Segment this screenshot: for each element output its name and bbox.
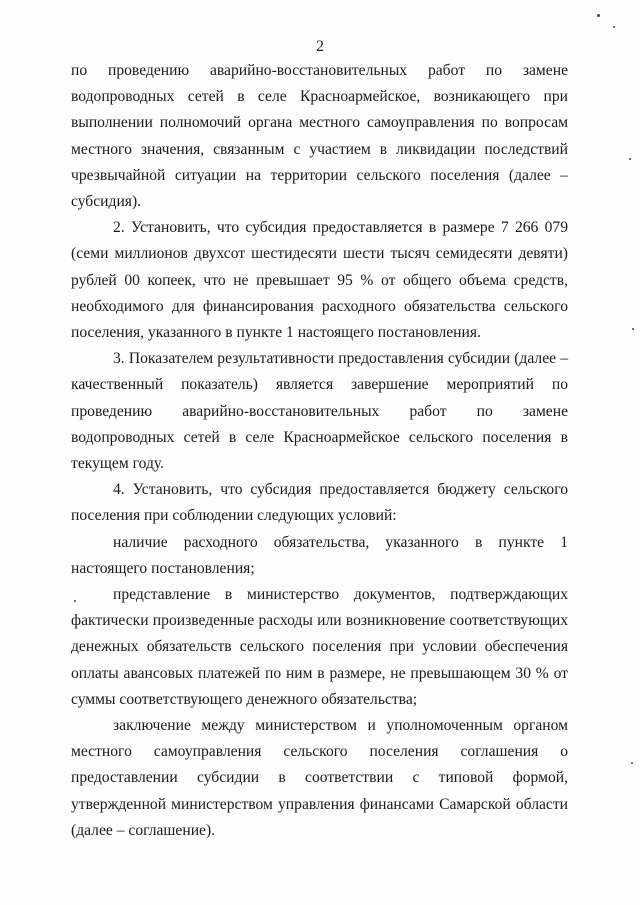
- document-body: [71, 58, 568, 844]
- scan-speck: [613, 26, 615, 28]
- paragraph-subsidy-purpose: по проведению аварийно-восстановительных работ по замене водопроводных сетей в селе Красноармейское, возникающего при выполнении полномочий органа местного самоуправления по вопросам местного значения, связанным с участием в ликвидации последствий чрезвычайной ситуации на территории сельского поселения (далее – субсидия).: [71, 62, 568, 211]
- paragraph-condition-agreement: заключение между министерством и уполномоченным органом местного самоуправления сельского поселения соглашения о предоставлении субсидии в соответствии с типовой формой, утвержденной министерством управления финансами Самарской области (далее – соглашение).: [71, 717, 568, 839]
- scan-speck: [629, 158, 631, 160]
- scan-speck: [74, 600, 76, 602]
- page-number: 2: [316, 38, 324, 55]
- paragraph-item-3-performance-indicator: 3. Показателем результативности предоставления субсидии (далее – качественный показатель) является завершение мероприятий по проведению аварийно-восстановительных работ по замене водопроводных сетей в селе Красноармейское сельского поселения в текущем году.: [71, 350, 568, 473]
- paragraph-condition-documents: представление в министерство документов, подтверждающих фактически произведенные расходы или возникновение соответствующих денежных обязательств сельского поселения при условии обеспечения оплаты авансовых платежей по ним в размере, не превышающем 30 % от суммы соответствующего денежного обязательства;: [71, 586, 568, 708]
- scan-speck: [632, 328, 634, 330]
- scan-speck: [631, 762, 633, 764]
- paragraph-condition-obligation: наличие расходного обязательства, указанного в пункте 1 настоящего постановления;: [71, 533, 568, 577]
- paragraph-item-2-subsidy-amount: 2. Установить, что субсидия предоставляется в размере 7 266 079 (семи миллионов двухсот шестидесяти шести тысяч семидесяти девяти) рублей 00 копеек, что не превышает 95 % от общего объема средств, необходимого для финансирования расходного обязательства сельского поселения, указанного в пункте 1 настоящего постановления.: [71, 219, 568, 342]
- scan-speck: [597, 14, 600, 17]
- paragraph-item-4-conditions: 4. Установить, что субсидия предоставляется бюджету сельского поселения при соблюдении следующих условий:: [71, 481, 568, 525]
